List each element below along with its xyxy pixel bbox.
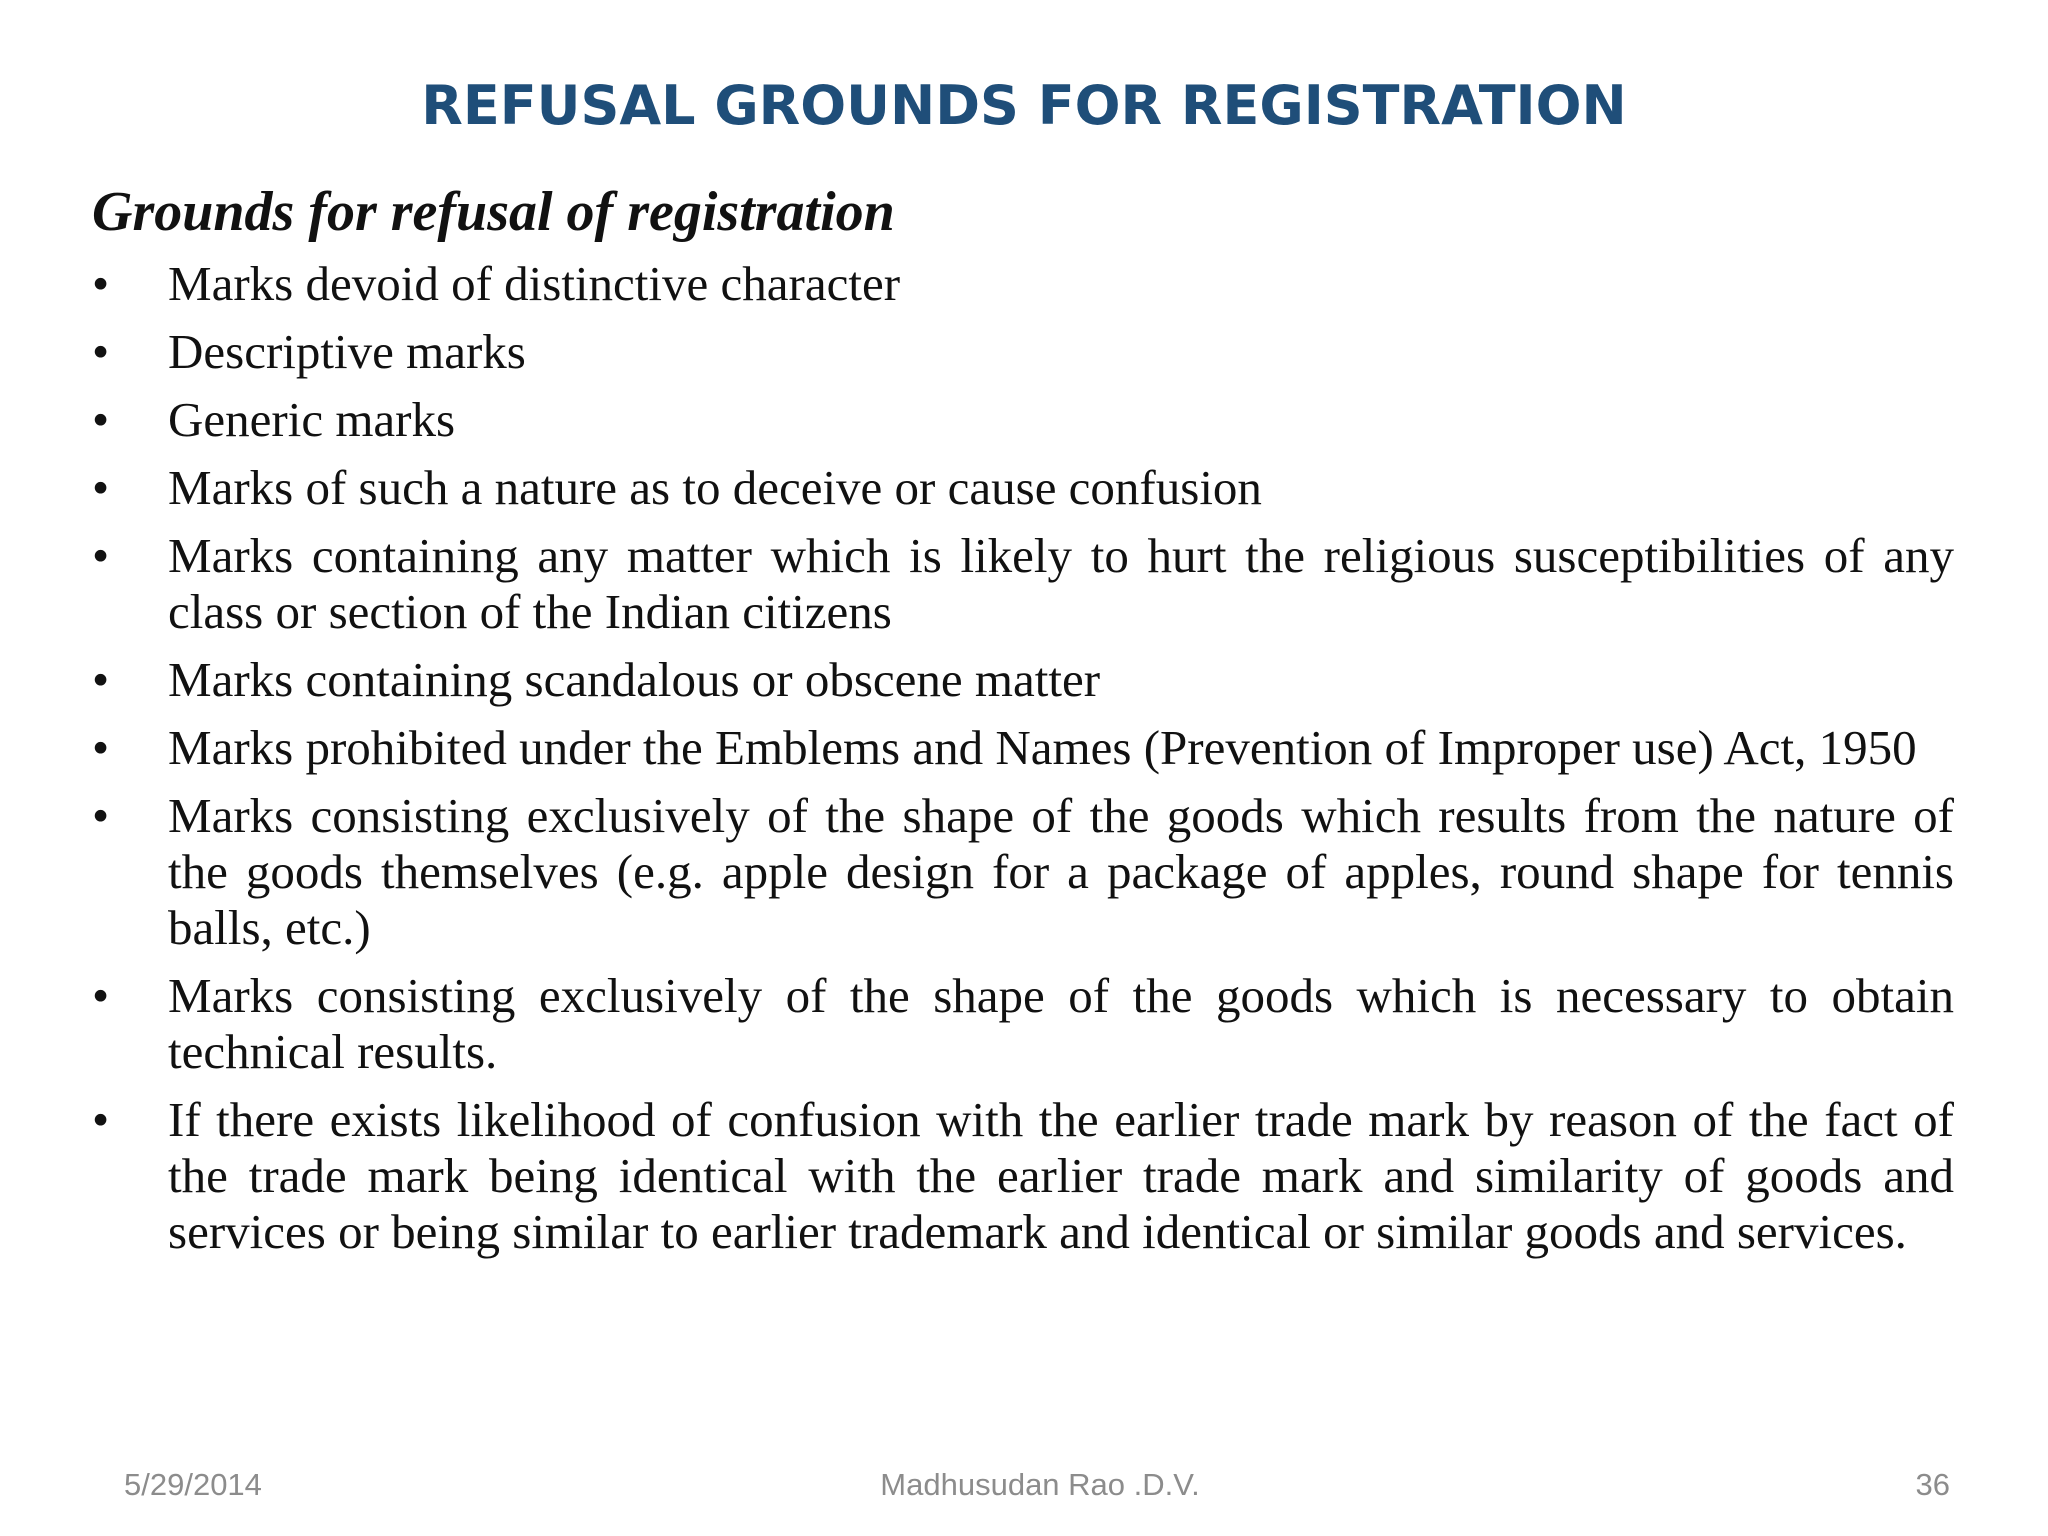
list-item-text: Marks devoid of distinctive character [168, 256, 901, 311]
list-item-text: Generic marks [168, 392, 456, 447]
list-item-text: Marks consisting exclusively of the shape of the goods which results from the nature of the goods themselves (e.g. apple design for a package of apples, round shape for tennis balls, etc.) [168, 788, 1954, 955]
list-item [92, 460, 1954, 516]
list-item [92, 324, 1954, 380]
list-item-text: Marks containing any matter which is likely to hurt the religious susceptibilities of any class or section of the Indian citizens [168, 528, 1954, 639]
bullet-dot: • [92, 324, 110, 379]
list-item-text: Marks of such a nature as to deceive or cause confusion [168, 460, 1262, 515]
slide-number: 36 [1915, 1467, 1950, 1502]
list-item-text: Descriptive marks [168, 324, 526, 379]
list-item-text: Marks consisting exclusively of the shape of the goods which is necessary to obtain technical results. [168, 968, 1954, 1079]
slide-title: REFUSAL GROUNDS FOR REGISTRATION [421, 74, 1627, 137]
list-item [92, 652, 1954, 708]
list-item [92, 256, 1954, 312]
list-item-text: Marks containing scandalous or obscene matter [168, 652, 1101, 707]
list-item [92, 1092, 1954, 1260]
list-item-text: Marks prohibited under the Emblems and Names (Prevention of Improper use) Act, 1950 [168, 720, 1917, 775]
bullet-dot: • [92, 788, 110, 843]
list-item [92, 528, 1954, 640]
bullet-dot: • [92, 652, 110, 707]
bullet-list [92, 256, 1954, 1272]
list-item-text: If there exists likelihood of confusion with the earlier trade mark by reason of the fact of the trade mark being identical with the earlier trade mark and similarity of goods and services or being similar to earlier trademark and identical or similar goods and services. [168, 1092, 1954, 1259]
bullet-dot: • [92, 968, 110, 1023]
section-subheading: Grounds for refusal of registration [92, 181, 895, 243]
bullet-dot: • [92, 528, 110, 583]
list-item [92, 720, 1954, 776]
bullet-dot: • [92, 460, 110, 515]
bullet-dot: • [92, 1092, 110, 1147]
list-item [92, 968, 1954, 1080]
footer-date: 5/29/2014 [124, 1467, 262, 1502]
bullet-dot: • [92, 720, 110, 775]
footer-author: Madhusudan Rao .D.V. [880, 1467, 1200, 1502]
bullet-dot: • [92, 392, 110, 447]
list-item [92, 392, 1954, 448]
bullet-dot: • [92, 256, 110, 311]
list-item [92, 788, 1954, 956]
